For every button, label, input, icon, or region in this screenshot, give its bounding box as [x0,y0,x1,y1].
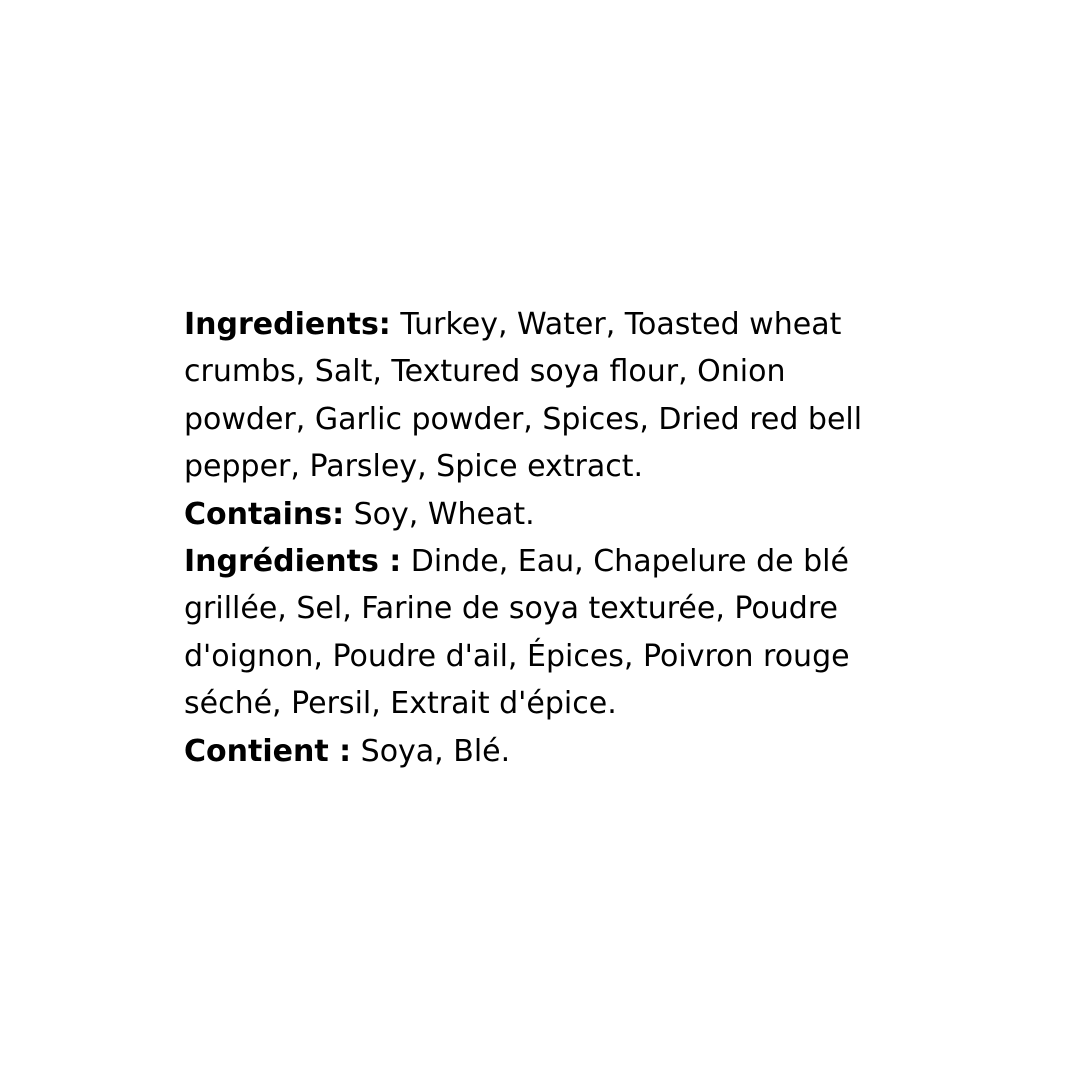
english-contains-text: Soy, Wheat. [344,496,535,532]
english-ingredients-heading: Ingredients: [184,307,391,342]
french-ingredients-line-4: séché, Persil, Extrait d'épice. [184,686,617,722]
french-ingredients-line-3: d'oignon, Poudre d'ail, Épices, Poivron rouge [184,638,850,674]
english-contains-line [184,491,904,538]
french-ingredients-heading: Ingrédients : [184,544,402,580]
french-ingredients-line-2: grillée, Sel, Farine de soya texturée, Poudre [184,591,838,627]
english-ingredients-line-3: powder, Garlic powder, Spices, Dried red bell [184,401,863,437]
ingredients-label [184,301,904,775]
english-ingredients-text: Turkey, Water, Toasted wheat [390,307,842,342]
french-contains-text: Soya, Blé. [351,733,511,769]
french-ingredients-line-1 [184,538,904,585]
english-ingredients-line-2: crumbs, Salt, Textured soya flour, Onion [184,354,786,390]
french-contains-line [184,728,904,775]
french-ingredients-text: Dinde, Eau, Chapelure de blé [401,544,849,580]
english-ingredients-line-1 [184,301,904,348]
english-ingredients-line-4: pepper, Parsley, Spice extract. [184,449,644,485]
french-contains-heading: Contient : [184,733,352,769]
english-contains-heading: Contains: [184,496,345,532]
